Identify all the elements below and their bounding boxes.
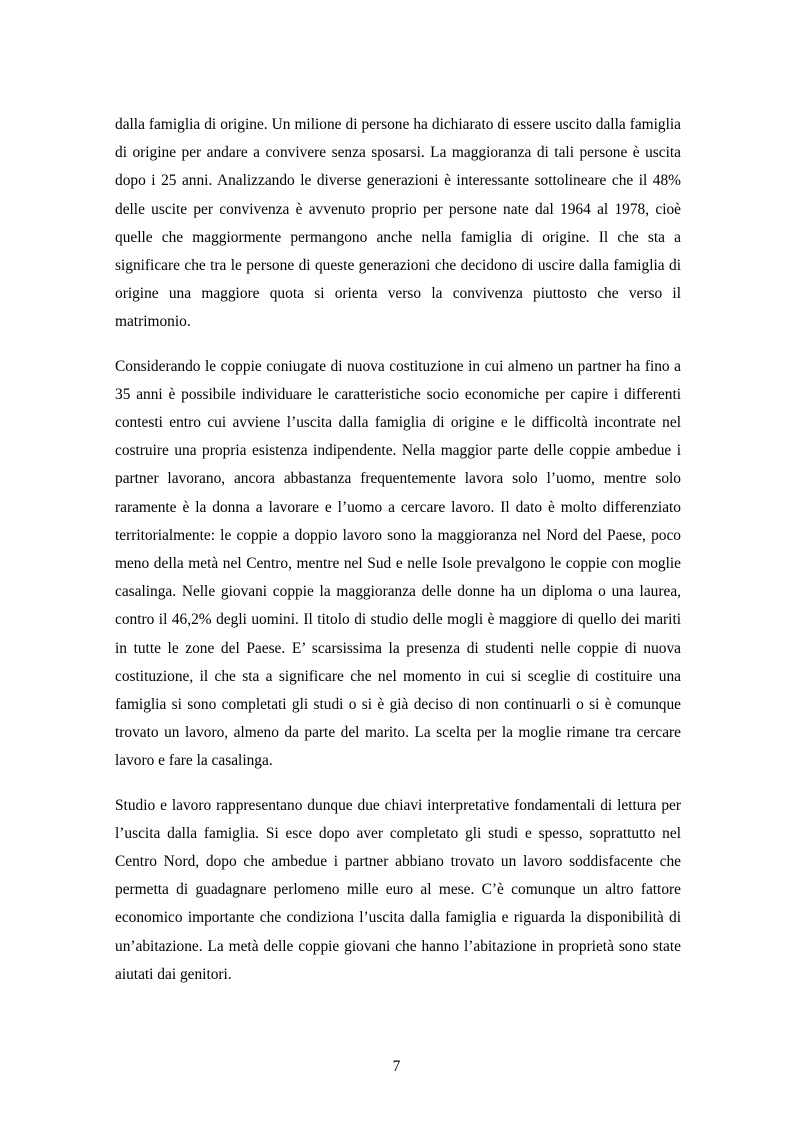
- document-body: [115, 111, 681, 1005]
- paragraph-1: dalla famiglia di origine. Un milione di persone ha dichiarato di essere uscito dalla famiglia di origine per andare a convivere senza sposarsi. La maggioranza di tali persone è uscita dopo i 25 anni. Analizzando le diverse generazioni è interessante sottolineare che il 48% delle uscite per convivenza è avvenuto proprio per persone nate dal 1964 al 1978, cioè quelle che maggiormente permangono anche nella famiglia di origine. Il che sta a significare che tra le persone di queste generazioni che decidono di uscire dalla famiglia di origine una maggiore quota si orienta verso la convivenza piuttosto che verso il matrimonio.: [115, 116, 681, 331]
- page-number: 7: [392, 1058, 401, 1075]
- paragraph-3: Studio e lavoro rappresentano dunque due chiavi interpretative fondamentali di lettura per l’uscita dalla famiglia. Si esce dopo aver completato gli studi e spesso, soprattutto nel Centro Nord, dopo che ambedue i partner abbiano trovato un lavoro soddisfacente che permetta di guadagnare perlomeno mille euro al mese. C’è comunque un altro fattore economico importante che condiziona l’uscita dalla famiglia e riguarda la disponibilità di un’abitazione. La metà delle coppie giovani che hanno l’abitazione in proprietà sono state aiutati dai genitori.: [115, 796, 681, 983]
- paragraph-2: Considerando le coppie coniugate di nuova costituzione in cui almeno un partner ha fino a 35 anni è possibile individuare le caratteristiche socio economiche per capire i differenti contesti entro cui avviene l’uscita dalla famiglia di origine e le difficoltà incontrate nel costruire una propria esistenza indipendente. Nella maggior parte delle coppie ambedue i partner lavorano, ancora abbastanza frequentemente lavora solo l’uomo, mentre solo raramente è la donna a lavorare e l’uomo a cercare lavoro. Il dato è molto differenziato territorialmente: le coppie a doppio lavoro sono la maggioranza nel Nord del Paese, poco meno della metà nel Centro, mentre nel Sud e nelle Isole prevalgono le coppie con moglie casalinga. Nelle giovani coppie la maggioranza delle donne ha un diploma o una laurea, contro il 46,2% degli uomini. Il titolo di studio delle mogli è maggiore di quello dei mariti in tutte le zone del Paese. E’ scarsissima la presenza di studenti nelle coppie di nuova costituzione, il che sta a significare che nel momento in cui si sceglie di costituire una famiglia si sono completati gli studi o si è già deciso di non continuarli o si è comunque trovato un lavoro, almeno da parte del marito. La scelta per la moglie rimane tra cercare lavoro e fare la casalinga.: [115, 357, 681, 770]
